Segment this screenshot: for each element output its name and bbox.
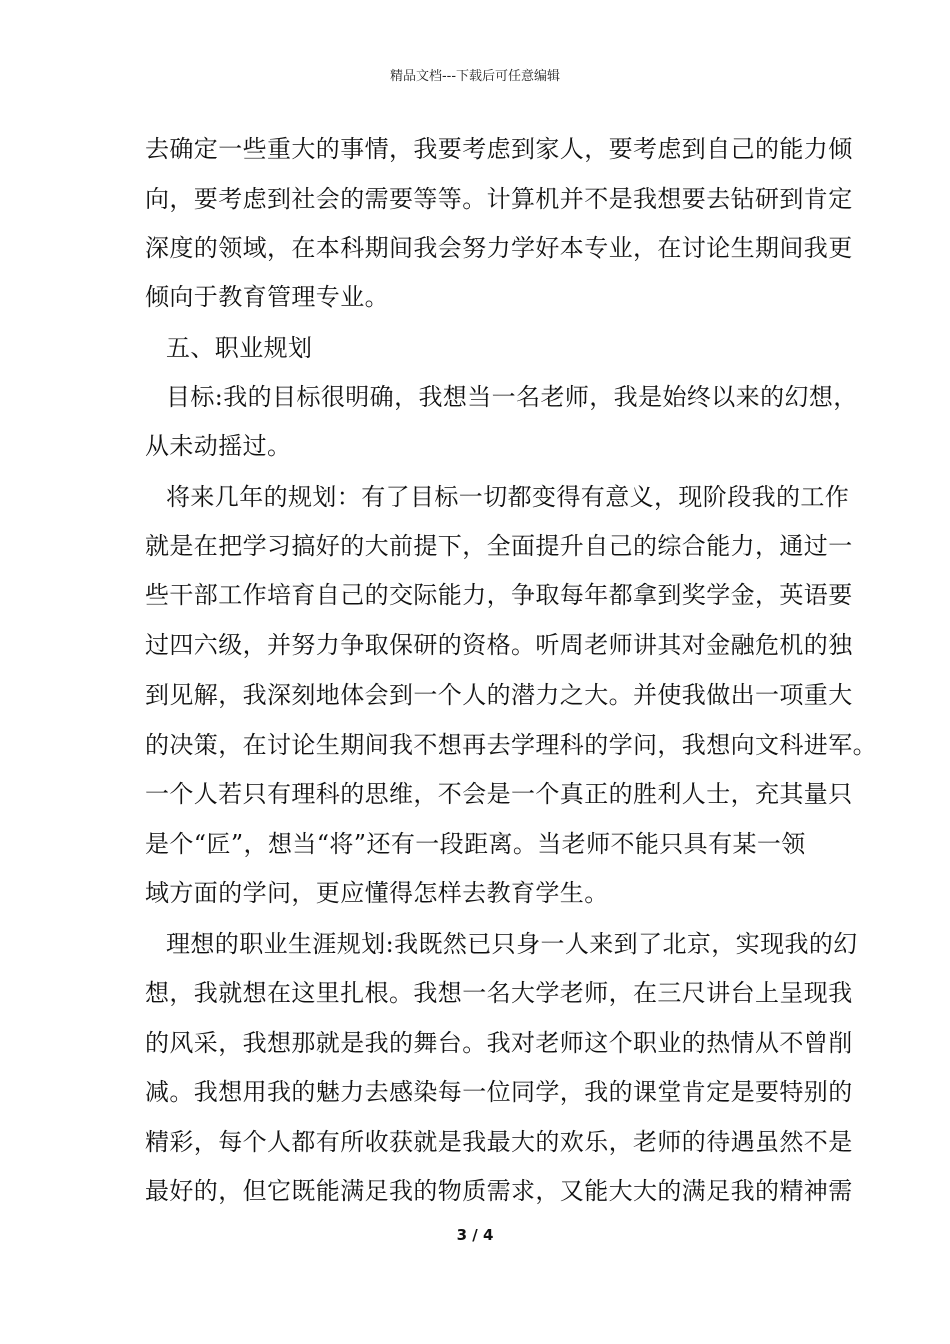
page-number: 3 / 4	[456, 1226, 494, 1244]
body-line: 域方面的学问，更应懂得怎样去教育学生。	[145, 879, 609, 907]
body-line: 的风采，我想那就是我的舞台。我对老师这个职业的热情从不曾削	[145, 1029, 853, 1057]
body-line: 从未动摇过。	[145, 432, 292, 460]
body-line: 想，我就想在这里扎根。我想一名大学老师，在三尺讲台上呈现我	[145, 979, 853, 1007]
body-line: 倾向于教育管理专业。	[145, 283, 389, 311]
body-line: 过四六级，并努力争取保研的资格。听周老师讲其对金融危机的独	[145, 631, 853, 659]
body-line: 一个人若只有理科的思维，不会是一个真正的胜利人士，充其量只	[145, 780, 853, 808]
body-line: 目标:我的目标很明确，我想当一名老师，我是始终以来的幻想，	[166, 383, 858, 411]
body-line: 向，要考虑到社会的需要等等。计算机并不是我想要去钻研到肯定	[145, 185, 853, 213]
document-header: 精品文档---下载后可任意编辑	[389, 69, 561, 84]
body-line: 深度的领域，在本科期间我会努力学好本专业，在讨论生期间我更	[145, 234, 853, 262]
body-line: 理想的职业生涯规划:我既然已只身一人来到了北京，实现我的幻	[166, 930, 858, 958]
section-heading: 五、职业规划	[166, 334, 313, 362]
body-line: 就是在把学习搞好的大前提下，全面提升自己的综合能力，通过一	[145, 532, 853, 560]
body-line: 到见解，我深刻地体会到一个人的潜力之大。并使我做出一项重大	[145, 681, 853, 709]
body-line: 最好的，但它既能满足我的物质需求，又能大大的满足我的精神需	[145, 1177, 853, 1205]
body-line: 去确定一些重大的事情，我要考虑到家人，要考虑到自己的能力倾	[145, 135, 853, 163]
body-line: 减。我想用我的魅力去感染每一位同学，我的课堂肯定是要特别的	[145, 1078, 853, 1106]
body-line: 是个“匠”，想当“将”还有一段距离。当老师不能只具有某一领	[145, 830, 806, 858]
body-line: 的决策，在讨论生期间我不想再去学理科的学问，我想向文科进军。	[145, 731, 877, 759]
body-line: 将来几年的规划：有了目标一切都变得有意义，现阶段我的工作	[166, 483, 850, 511]
body-line: 些干部工作培育自己的交际能力，争取每年都拿到奖学金，英语要	[145, 581, 853, 609]
body-line: 精彩，每个人都有所收获就是我最大的欢乐，老师的待遇虽然不是	[145, 1128, 853, 1156]
